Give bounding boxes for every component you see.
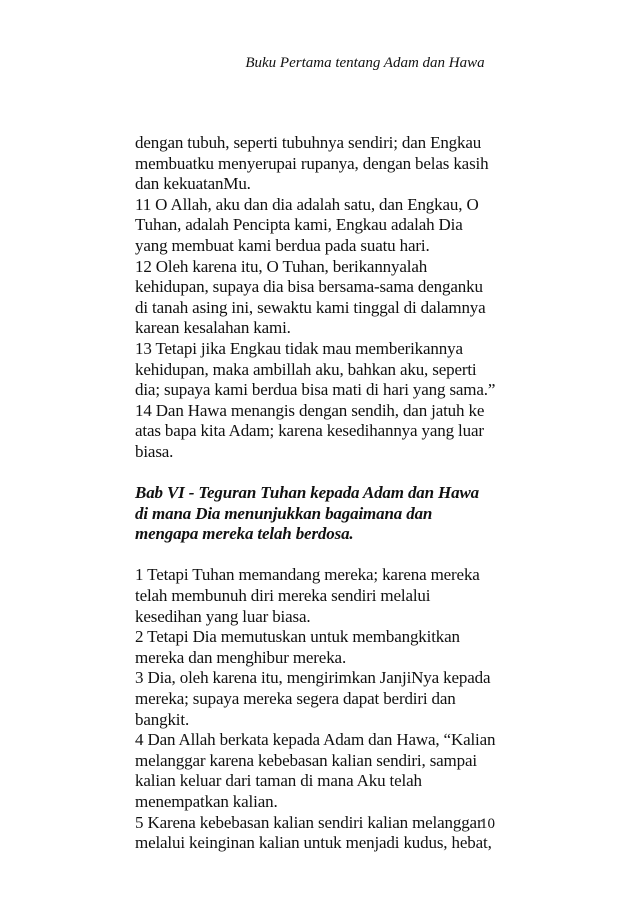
text-line: mereka dan menghibur mereka.: [135, 647, 347, 667]
text-line: karean kesalahan kami.: [135, 318, 291, 338]
text-line: di tanah asing ini, sewaktu kami tinggal di dalamnya: [135, 297, 486, 317]
chapter-heading-line: di mana Dia menunjukkan bagaimana dan: [135, 503, 433, 523]
text-line: biasa.: [135, 441, 174, 461]
text-line: membuatku menyerupai rupanya, dengan belas kasih: [135, 153, 489, 173]
page-body: [135, 133, 515, 854]
text-line: 13 Tetapi jika Engkau tidak mau memberikannya: [135, 338, 463, 358]
text-line: 4 Dan Allah berkata kepada Adam dan Hawa, “Kalian: [135, 730, 496, 750]
paragraph-spacer: [135, 545, 515, 566]
text-line: yang membuat kami berdua pada suatu hari.: [135, 235, 430, 255]
text-line: dan kekuatanMu.: [135, 174, 251, 194]
running-header: Buku Pertama tentang Adam dan Hawa: [245, 55, 485, 71]
text-line: 2 Tetapi Dia memutuskan untuk membangkitkan: [135, 627, 460, 647]
text-line: Tuhan, adalah Pencipta kami, Engkau adalah Dia: [135, 215, 463, 235]
text-line: kehidupan, maka ambillah aku, bahkan aku, seperti: [135, 359, 477, 379]
text-line: 12 Oleh karena itu, O Tuhan, berikannyalah: [135, 256, 428, 276]
text-line: kehidupan, supaya dia bisa bersama-sama denganku: [135, 277, 483, 297]
text-line: menempatkan kalian.: [135, 792, 278, 811]
text-line: dengan tubuh, seperti tubuhnya sendiri; dan Engkau: [135, 133, 482, 152]
text-line: melanggar karena kebebasan kalian sendiri, sampai: [135, 750, 477, 770]
page-number: 10: [480, 816, 495, 832]
text-line: bangkit.: [135, 709, 190, 729]
text-line: telah membunuh diri mereka sendiri melalui: [135, 586, 431, 606]
paragraph-spacer: [135, 463, 515, 484]
text-line: melalui keinginan kalian untuk menjadi kudus, hebat,: [135, 833, 492, 853]
text-line: kalian keluar dari taman di mana Aku telah: [135, 771, 422, 791]
text-line: 14 Dan Hawa menangis dengan sendih, dan jatuh ke: [135, 400, 485, 420]
text-line: kesedihan yang luar biasa.: [135, 606, 311, 626]
text-line: atas bapa kita Adam; karena kesedihannya yang luar: [135, 421, 484, 441]
chapter-heading-line: mengapa mereka telah berdosa.: [135, 524, 354, 544]
text-line: dia; supaya kami berdua bisa mati di hari yang sama.”: [135, 380, 496, 400]
text-line: 1 Tetapi Tuhan memandang mereka; karena mereka: [135, 565, 480, 585]
text-line: 11 O Allah, aku dan dia adalah satu, dan Engkau, O: [135, 194, 479, 214]
text-line: mereka; supaya mereka segera dapat berdiri dan: [135, 689, 456, 709]
text-line: 5 Karena kebebasan kalian sendiri kalian melanggar: [135, 812, 483, 832]
chapter-heading-line: Bab VI - Teguran Tuhan kepada Adam dan Hawa: [135, 483, 480, 503]
text-line: 3 Dia, oleh karena itu, mengirimkan JanjiNya kepada: [135, 668, 491, 688]
